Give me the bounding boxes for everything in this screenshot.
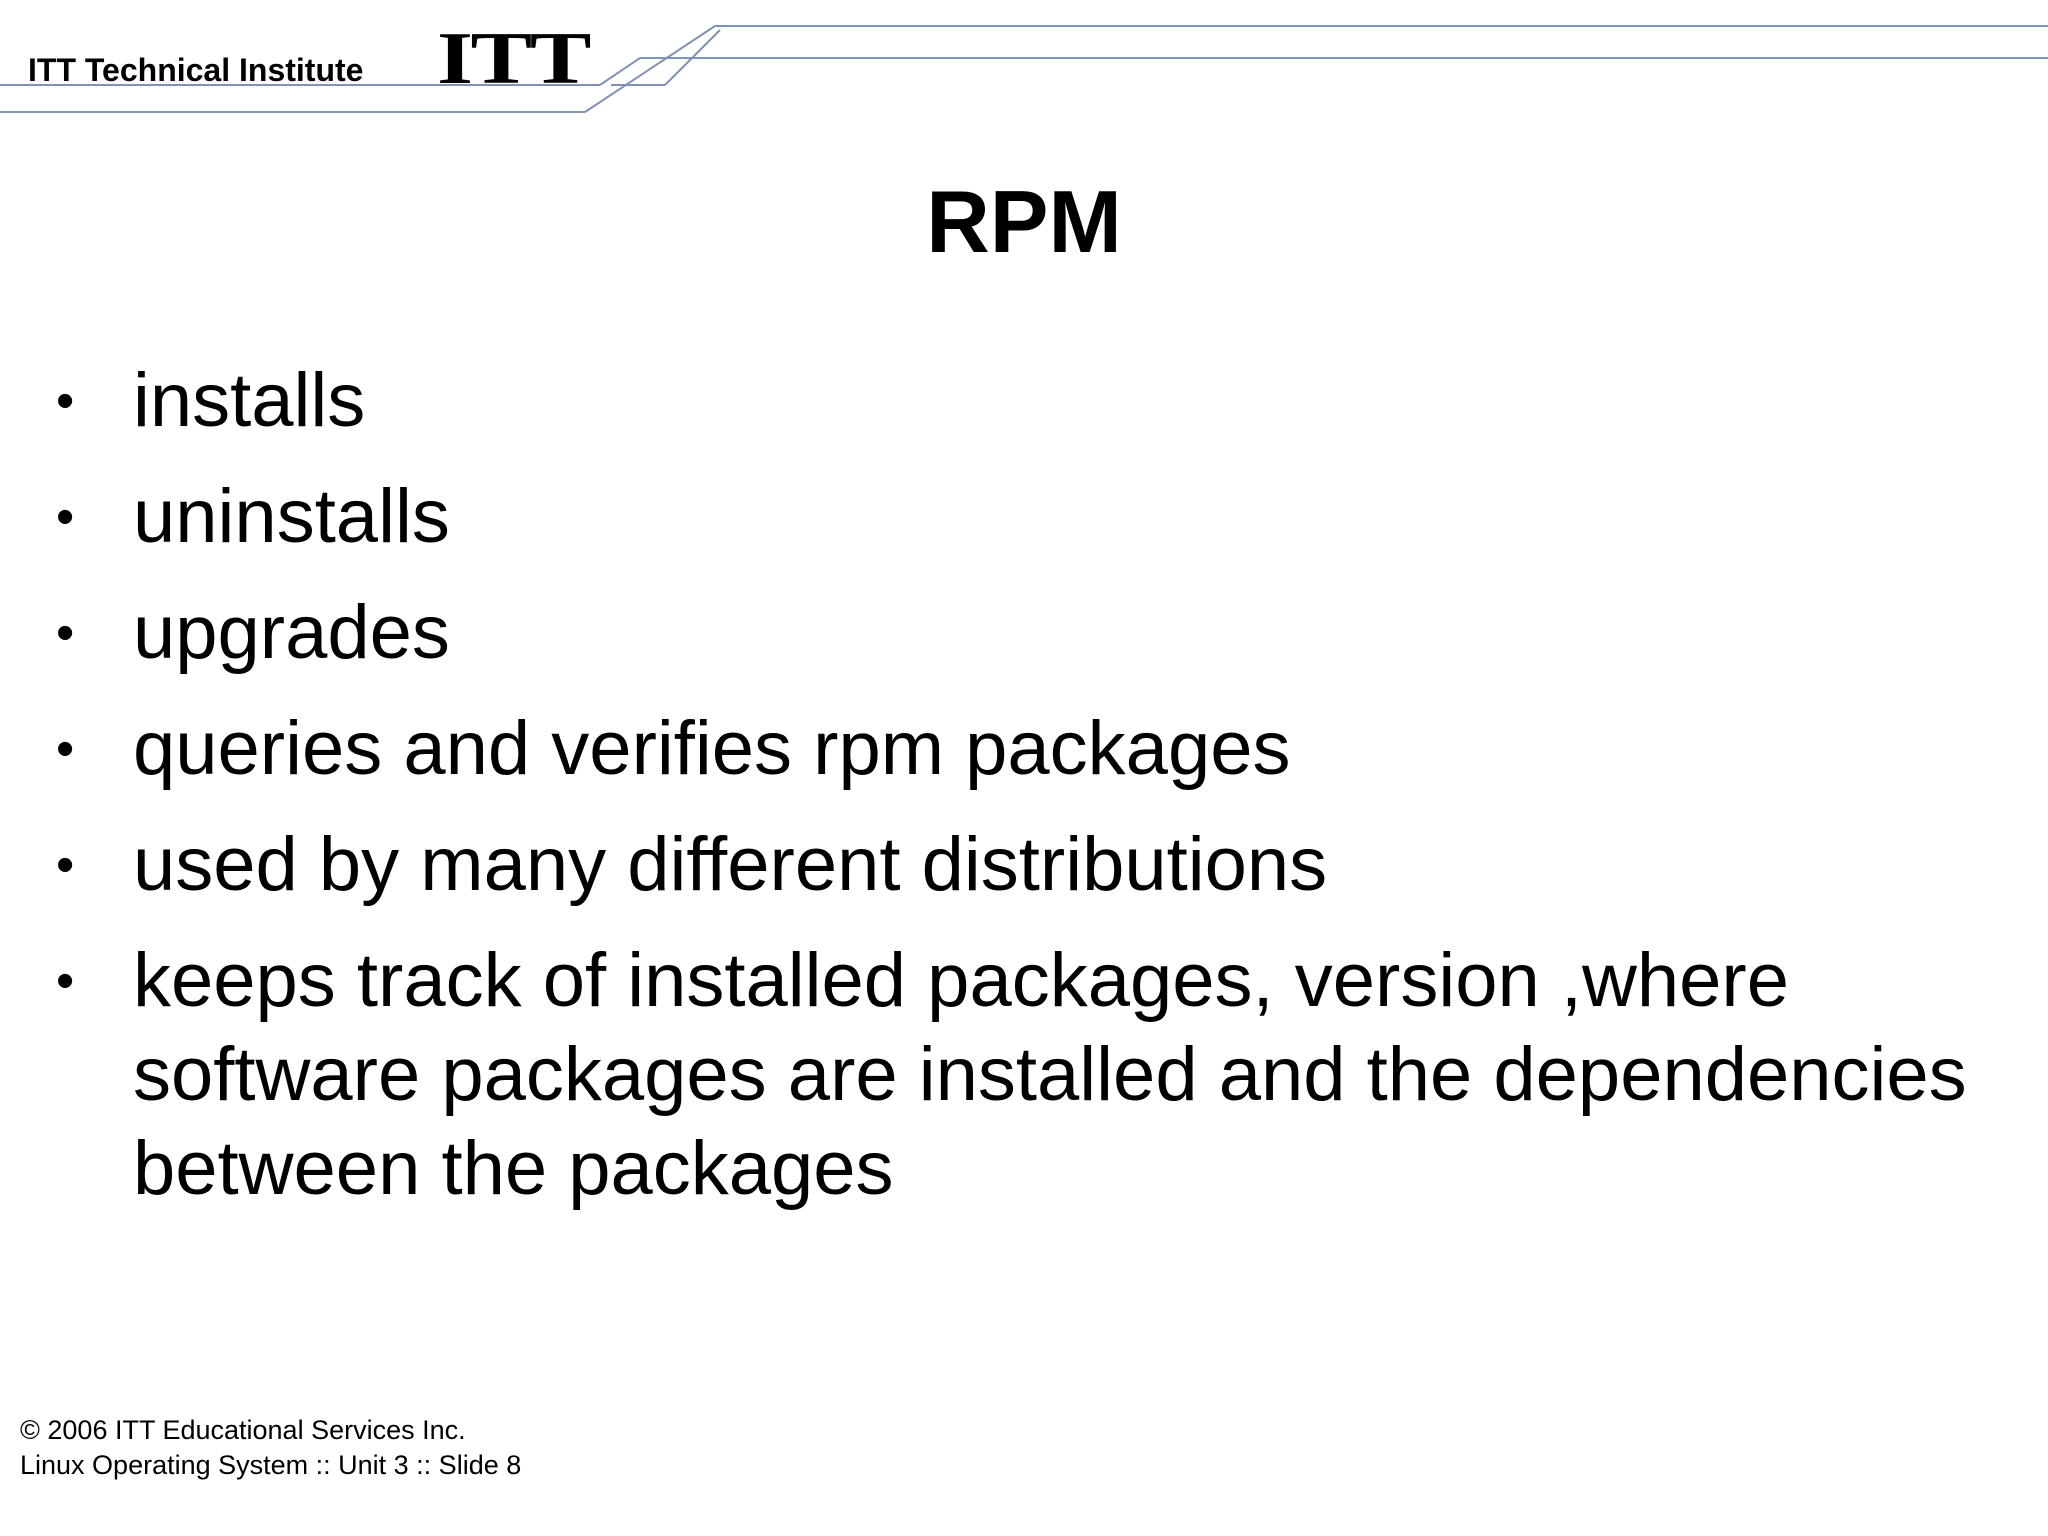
bullet-item: [0, 818, 2000, 912]
slide-title: RPM: [926, 172, 1122, 271]
course-info-text: Linux Operating System :: Unit 3 :: Slide 8: [20, 1450, 522, 1480]
bullet-text: uninstalls: [133, 474, 450, 559]
footer: [20, 1413, 521, 1483]
bullet-text: queries and verifies rpm packages: [133, 706, 1291, 791]
bullet-item: [0, 470, 2000, 564]
bullet-item: [0, 354, 2000, 448]
bullet-icon: •: [56, 836, 75, 894]
bullet-item: [0, 586, 2000, 680]
bullet-text: installs: [133, 358, 366, 443]
copyright-text: © 2006 ITT Educational Services Inc.: [20, 1415, 466, 1445]
bullet-icon: •: [56, 720, 75, 778]
bullet-icon: •: [56, 952, 75, 1010]
bullet-item: [0, 702, 2000, 796]
bullet-text: upgrades: [133, 590, 450, 675]
bullet-text: used by many different distributions: [133, 822, 1328, 907]
bullet-icon: •: [56, 604, 75, 662]
bullet-item: [0, 934, 2000, 1216]
brand-name: ITT Technical Institute: [28, 52, 364, 88]
bullet-icon: •: [56, 488, 75, 546]
bullet-list: [0, 354, 2000, 1238]
bullet-icon: •: [56, 372, 75, 430]
itt-logo: ITT: [437, 18, 589, 100]
bullet-text: keeps track of installed packages, version ,where software packages are installed and the dependencies between the packages: [133, 938, 1967, 1211]
